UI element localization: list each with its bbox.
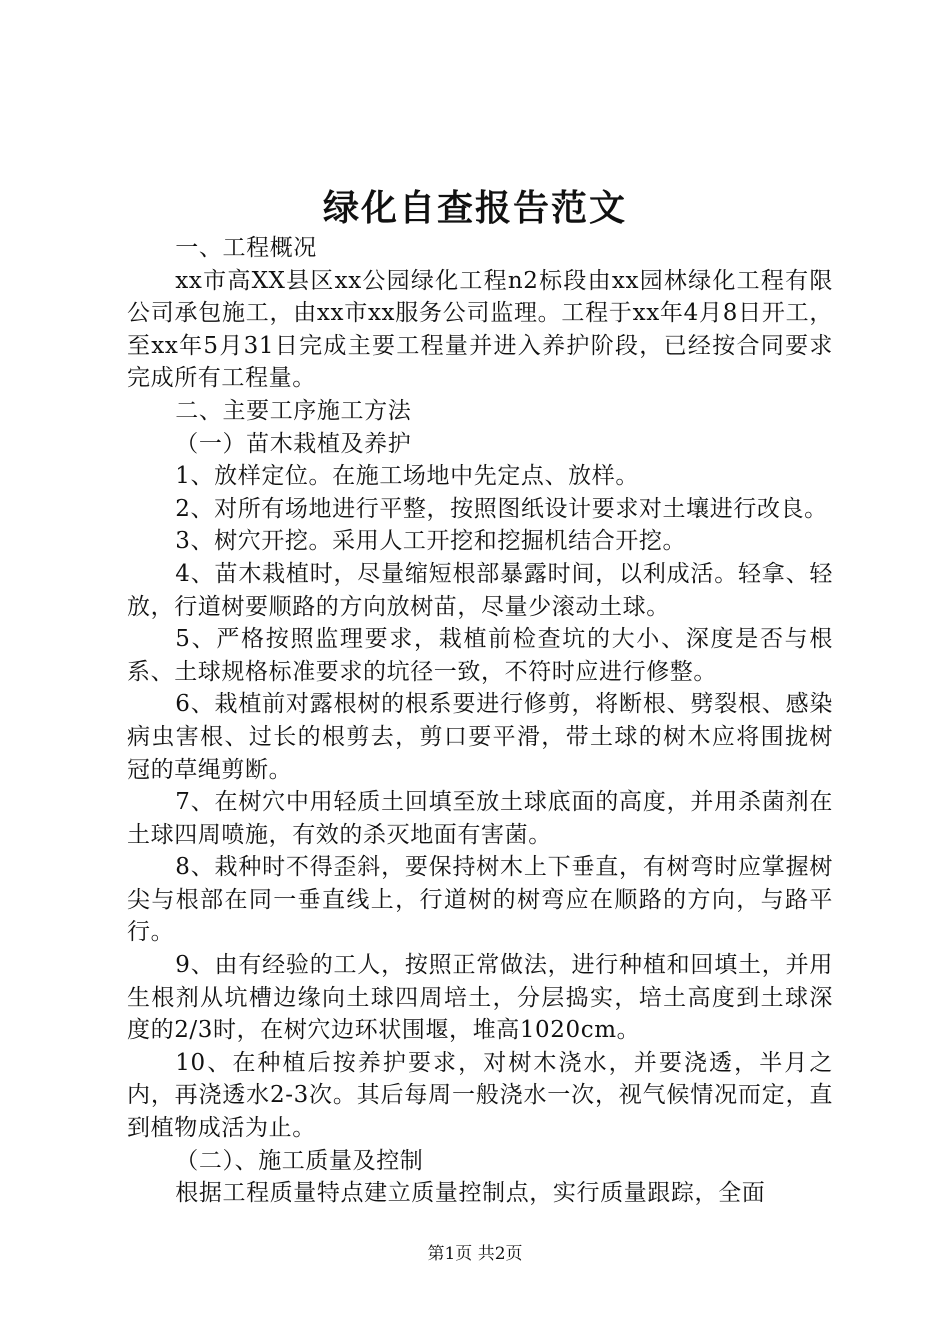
paragraph: 6、栽植前对露根树的根系要进行修剪，将断根、劈裂根、感染病虫害根、过长的根剪去，剪口要平滑，带土球的树木应将围拢树冠的草绳剪断。 — [127, 691, 833, 783]
paragraph: 4、苗木栽植时，尽量缩短根部暴露时间，以利成活。轻拿、轻放，行道树要顺路的方向放树苗，尽量少滚动土球。 — [127, 560, 833, 620]
paragraph: 1、放样定位。在施工场地中先定点、放样。 — [175, 463, 639, 490]
section-heading: 一、工程概况 — [175, 235, 317, 261]
document-title: 绿化自查报告范文 — [322, 187, 627, 229]
paragraph: 7、在树穴中用轻质土回填至放土球底面的高度，并用杀菌剂在土球四周喷施，有效的杀灭地面有害菌。 — [127, 789, 833, 848]
paragraph: 根据工程质量特点建立质量控制点，实行质量跟踪，全面 — [175, 1180, 766, 1207]
page-footer: 第1页 共2页 — [427, 1244, 523, 1264]
paragraph: 8、栽种时不得歪斜，要保持树木上下垂直，有树弯时应掌握树尖与根部在同一垂直线上，行道树的树弯应在顺路的方向，与路平行。 — [127, 854, 833, 946]
document-body — [127, 232, 833, 1210]
paragraph: xx市高XX县区xx公园绿化工程n2标段由xx园林绿化工程有限公司承包施工，由xx市xx服务公司监理。工程于xx年4月8日开工，至xx年5月31日完成主要工程量并进入养护阶段，已经按合同要求完成所有工程量。 — [127, 267, 833, 392]
subsection-heading: （一）苗木栽植及养护 — [175, 430, 412, 457]
section-heading: 二、主要工序施工方法 — [175, 397, 412, 424]
paragraph: 2、对所有场地进行平整，按照图纸设计要求对土壤进行改良。 — [175, 495, 828, 522]
paragraph: 3、树穴开挖。采用人工开挖和挖掘机结合开挖。 — [175, 528, 687, 555]
paragraph: 9、由有经验的工人，按照正常做法，进行种植和回填土，并用生根剂从坑槽边缘向土球四周培土，分层捣实，培土高度到土球深度的2/3时，在树穴边环状围堰，堆高1020cm。 — [127, 952, 833, 1044]
paragraph: 10、在种植后按养护要求，对树木浇水，并要浇透，半月之内，再浇透水2-3次。其后每周一般浇水一次，视气候情况而定，直到植物成活为止。 — [127, 1049, 833, 1142]
subsection-heading: （二）、施工质量及控制 — [175, 1147, 424, 1174]
paragraph: 5、严格按照监理要求，栽植前检查坑的大小、深度是否与根系、土球规格标准要求的坑径一致，不符时应进行修整。 — [127, 626, 833, 685]
